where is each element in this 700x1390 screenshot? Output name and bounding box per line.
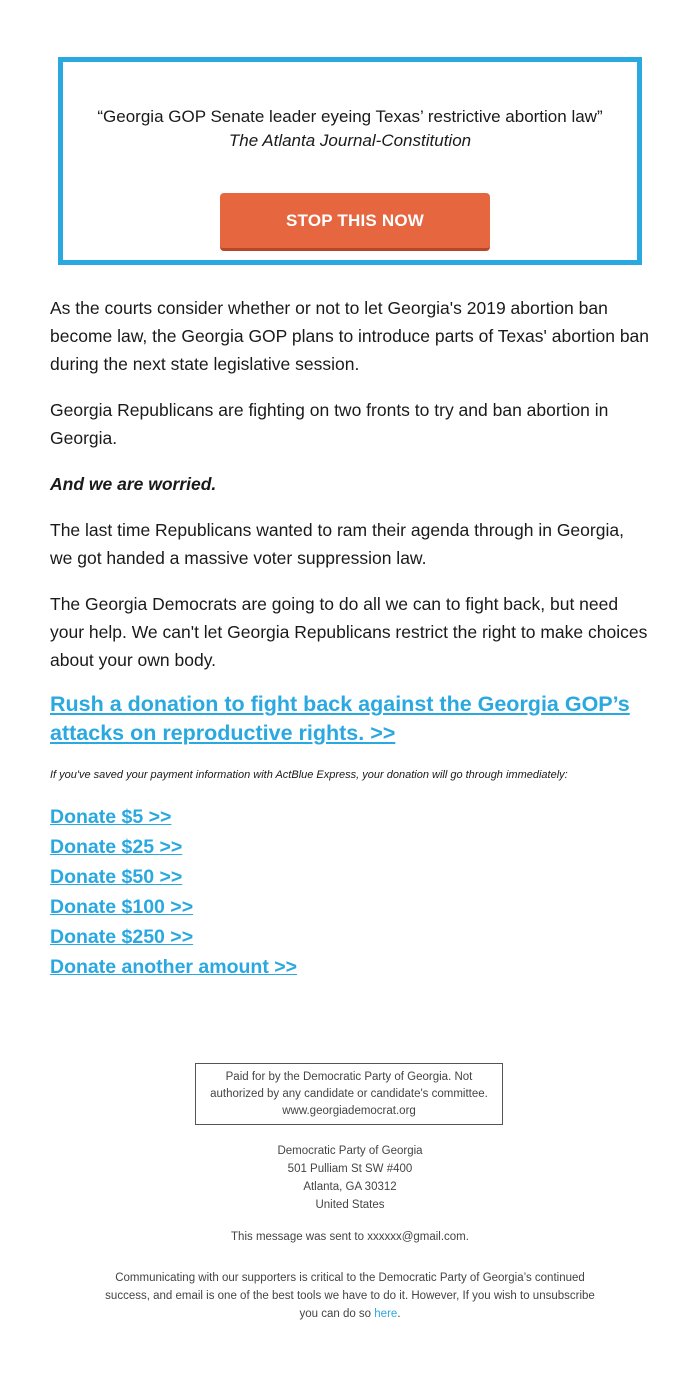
paid-for-disclaimer — [195, 1063, 503, 1125]
body-paragraph-emphasis: And we are worried. — [50, 474, 217, 494]
donate-other-amount-link[interactable]: Donate another amount >> — [50, 956, 298, 978]
quote-headline: “Georgia GOP Senate leader eyeing Texas’ restrictive abortion law” — [97, 107, 603, 126]
actblue-express-note: If you've saved your payment information with ActBlue Express, your donation will go through immediately: — [50, 769, 568, 781]
donate-50-link[interactable]: Donate $50 >> — [50, 866, 183, 888]
unsubscribe-text: Communicating with our supporters is critical to the Democratic Party of Georgia’s continued success, and email is one of the best tools we have to do it. However, If you wish to unsubscribe you can do so — [105, 1272, 595, 1320]
quote-box — [58, 57, 642, 265]
donate-item — [50, 952, 297, 982]
body-paragraph-1: As the courts consider whether or not to let Georgia's 2019 abortion ban become law, the Georgia GOP plans to introduce parts of Texas' abortion ban during the next state legislative session. — [50, 298, 650, 374]
donate-25-link[interactable]: Donate $25 >> — [50, 836, 183, 858]
donate-item — [50, 862, 297, 892]
quote-source: The Atlanta Journal-Constitution — [228, 131, 472, 150]
stop-this-now-button[interactable]: STOP THIS NOW — [220, 193, 490, 251]
body-paragraph-4: The last time Republicans wanted to ram their agenda through in Georgia, we got handed a massive voter suppression law. — [50, 520, 624, 568]
disclaimer-line: authorized by any candidate or candidate's committee. — [210, 1088, 488, 1100]
sent-to-notice — [0, 1228, 700, 1246]
donate-links-list — [50, 802, 297, 982]
donate-item — [50, 922, 297, 952]
unsubscribe-end: . — [397, 1308, 401, 1320]
disclaimer-website: www.georgiademocrat.org — [282, 1105, 416, 1117]
donate-5-link[interactable]: Donate $5 >> — [50, 806, 172, 828]
body-paragraph-5: The Georgia Democrats are going to do all we can to fight back, but need your help. We can't let Georgia Republicans restrict the right to make choices about your own body. — [50, 594, 648, 670]
donate-item — [50, 832, 297, 862]
address-org: Democratic Party of Georgia — [277, 1145, 423, 1157]
sent-to-email: xxxxxx@gmail.com. — [367, 1231, 469, 1243]
donate-item — [50, 892, 297, 922]
disclaimer-line: Paid for by the Democratic Party of Georgia. Not — [225, 1071, 473, 1083]
unsubscribe-link[interactable]: here — [374, 1308, 398, 1320]
donate-item — [50, 802, 297, 832]
rush-donation-link[interactable]: Rush a donation to fight back against the Georgia GOP’s attacks on reproductive rights. >> — [50, 692, 630, 745]
mailing-address — [0, 1142, 700, 1214]
donate-250-link[interactable]: Donate $250 >> — [50, 926, 194, 948]
address-street: 501 Pulliam St SW #400 — [287, 1163, 413, 1175]
body-paragraph-2: Georgia Republicans are fighting on two fronts to try and ban abortion in Georgia. — [50, 400, 609, 448]
unsubscribe-notice — [100, 1269, 600, 1323]
address-country: United States — [315, 1199, 385, 1211]
address-city: Atlanta, GA 30312 — [303, 1181, 397, 1193]
sent-to-prefix: This message was sent to — [231, 1231, 368, 1243]
donate-100-link[interactable]: Donate $100 >> — [50, 896, 194, 918]
